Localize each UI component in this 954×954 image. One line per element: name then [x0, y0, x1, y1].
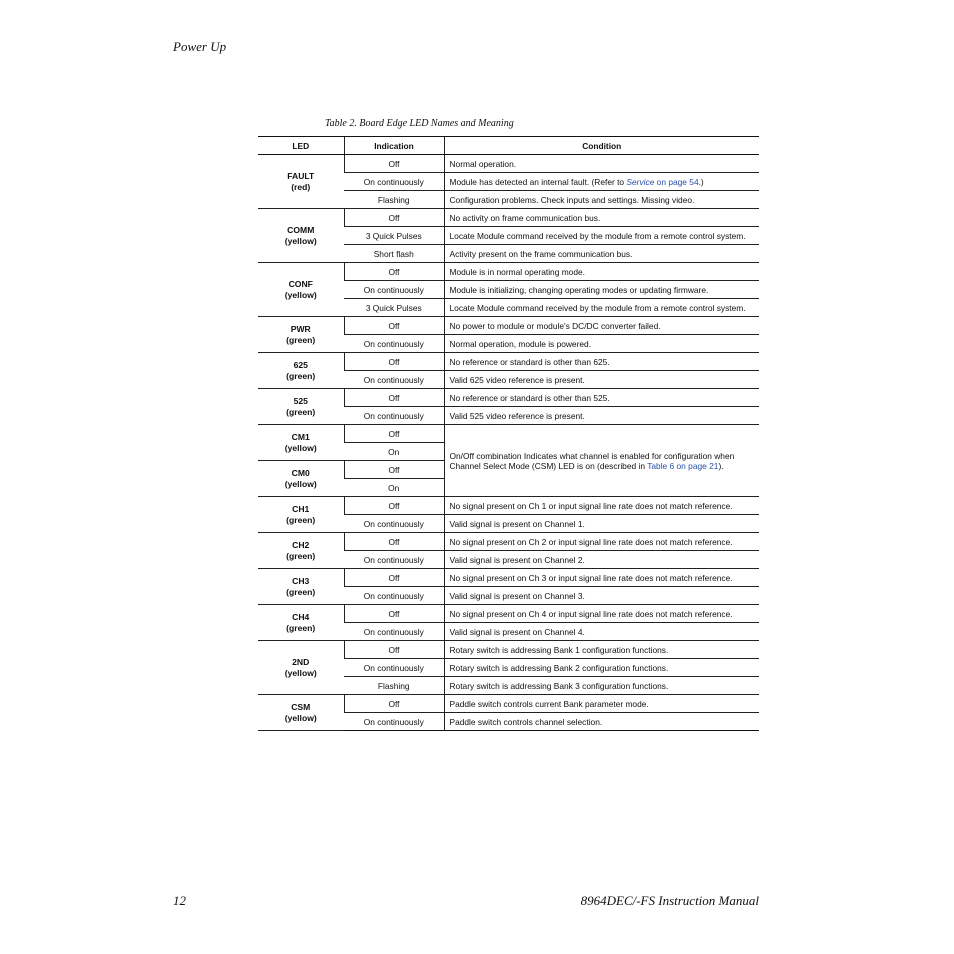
- led-name-cell: [258, 533, 344, 569]
- indication-cell: Off: [344, 461, 444, 479]
- condition-cell: Valid 525 video reference is present.: [444, 407, 759, 425]
- condition-cell: Locate Module command received by the module from a remote control system.: [444, 227, 759, 245]
- table-row: [258, 155, 759, 173]
- condition-cell: Valid 625 video reference is present.: [444, 371, 759, 389]
- condition-cell: Paddle switch controls channel selection.: [444, 713, 759, 731]
- led-name: 2ND: [292, 656, 310, 667]
- led-name-cell: [258, 605, 344, 641]
- condition-cell: Rotary switch is addressing Bank 1 configuration functions.: [444, 641, 759, 659]
- led-name: COMM: [287, 224, 315, 235]
- condition-cell: Configuration problems. Check inputs and settings. Missing video.: [444, 191, 759, 209]
- table-caption: Table 2. Board Edge LED Names and Meaning: [325, 118, 514, 129]
- condition-cell: Paddle switch controls current Bank parameter mode.: [444, 695, 759, 713]
- table-body: [258, 155, 759, 731]
- condition-cell: Normal operation.: [444, 155, 759, 173]
- indication-cell: On continuously: [344, 623, 444, 641]
- table-row: [258, 605, 759, 623]
- indication-cell: 3 Quick Pulses: [344, 299, 444, 317]
- led-color: (green): [286, 586, 316, 597]
- condition-cell: Rotary switch is addressing Bank 2 configuration functions.: [444, 659, 759, 677]
- table-row: [258, 569, 759, 587]
- led-name-cell: [258, 317, 344, 353]
- indication-cell: Off: [344, 641, 444, 659]
- led-name: CONF: [288, 278, 313, 289]
- header-led: LED: [258, 137, 344, 155]
- table-row: [258, 317, 759, 335]
- condition-cell: Valid signal is present on Channel 2.: [444, 551, 759, 569]
- indication-cell: On continuously: [344, 407, 444, 425]
- led-color: (yellow): [284, 478, 317, 489]
- led-name-cell: [258, 569, 344, 605]
- led-name-cell: [258, 461, 344, 497]
- condition-cell: Module is initializing, changing operating modes or updating firmware.: [444, 281, 759, 299]
- led-color: (green): [286, 622, 316, 633]
- page-header: Power Up: [173, 39, 227, 54]
- table-row: [258, 533, 759, 551]
- led-name: 525: [293, 395, 308, 406]
- led-name-cell: [258, 425, 344, 461]
- led-color: (yellow): [284, 667, 317, 678]
- condition-cell: No signal present on Ch 4 or input signal line rate does not match reference.: [444, 605, 759, 623]
- condition-text: .): [698, 176, 704, 187]
- condition-cell: Activity present on the frame communication bus.: [444, 245, 759, 263]
- cross-reference-link[interactable]: Table 6 on page 21: [647, 460, 719, 471]
- table-row: [258, 263, 759, 281]
- table-row: [258, 353, 759, 371]
- condition-cell: [444, 173, 759, 191]
- indication-cell: On continuously: [344, 515, 444, 533]
- led-name: PWR: [290, 323, 311, 334]
- condition-cell: Valid signal is present on Channel 1.: [444, 515, 759, 533]
- led-name-cell: [258, 389, 344, 425]
- indication-cell: Off: [344, 317, 444, 335]
- led-name: 625: [293, 359, 308, 370]
- condition-cell: No activity on frame communication bus.: [444, 209, 759, 227]
- header-indication: Indication: [344, 137, 444, 155]
- header-condition: Condition: [444, 137, 759, 155]
- condition-cell: Normal operation, module is powered.: [444, 335, 759, 353]
- led-name-cell: [258, 497, 344, 533]
- led-name-cell: [258, 695, 344, 731]
- indication-cell: Off: [344, 569, 444, 587]
- table-row: [258, 497, 759, 515]
- condition-text: ).: [718, 460, 724, 471]
- condition-cell: Locate Module command received by the module from a remote control system.: [444, 299, 759, 317]
- led-name-cell: [258, 155, 344, 209]
- led-name: CH2: [292, 539, 310, 550]
- indication-cell: On continuously: [344, 173, 444, 191]
- indication-cell: On continuously: [344, 371, 444, 389]
- led-name: CM1: [291, 431, 310, 442]
- led-color: (yellow): [284, 442, 317, 453]
- led-table: [258, 136, 759, 731]
- led-color: (yellow): [284, 235, 317, 246]
- indication-cell: Off: [344, 209, 444, 227]
- led-color: (green): [286, 550, 316, 561]
- led-name: CSM: [291, 701, 311, 712]
- cross-reference-link[interactable]: Service: [626, 176, 655, 187]
- indication-cell: Off: [344, 533, 444, 551]
- indication-cell: Flashing: [344, 677, 444, 695]
- condition-cell: Module is in normal operating mode.: [444, 263, 759, 281]
- led-name-cell: [258, 353, 344, 389]
- led-name: CH4: [292, 611, 310, 622]
- indication-cell: Off: [344, 263, 444, 281]
- led-color: (green): [286, 514, 316, 525]
- indication-cell: Flashing: [344, 191, 444, 209]
- led-name: FAULT: [287, 170, 315, 181]
- led-name: CH3: [292, 575, 310, 586]
- led-name: CM0: [291, 467, 310, 478]
- table-row: [258, 425, 759, 443]
- condition-cell: Rotary switch is addressing Bank 3 configuration functions.: [444, 677, 759, 695]
- indication-cell: Off: [344, 425, 444, 443]
- indication-cell: On continuously: [344, 551, 444, 569]
- condition-cell: Valid signal is present on Channel 3.: [444, 587, 759, 605]
- condition-cell: No reference or standard is other than 525.: [444, 389, 759, 407]
- led-name: CH1: [292, 503, 310, 514]
- indication-cell: Off: [344, 353, 444, 371]
- led-color: (red): [291, 181, 311, 192]
- led-color: (green): [286, 334, 316, 345]
- indication-cell: 3 Quick Pulses: [344, 227, 444, 245]
- led-name-cell: [258, 209, 344, 263]
- led-name-cell: [258, 641, 344, 695]
- table-row: [258, 389, 759, 407]
- condition-cell: Valid signal is present on Channel 4.: [444, 623, 759, 641]
- condition-cell: No signal present on Ch 3 or input signal line rate does not match reference.: [444, 569, 759, 587]
- condition-cell: No signal present on Ch 1 or input signal line rate does not match reference.: [444, 497, 759, 515]
- indication-cell: On: [344, 479, 444, 497]
- table-header-row: [258, 137, 759, 155]
- condition-cell: No power to module or module's DC/DC converter failed.: [444, 317, 759, 335]
- condition-cell-combined: [444, 425, 759, 497]
- indication-cell: Off: [344, 695, 444, 713]
- led-color: (yellow): [284, 712, 317, 723]
- indication-cell: Off: [344, 605, 444, 623]
- led-color: (green): [286, 406, 316, 417]
- condition-text: On/Off combination Indicates what channel is enabled for configuration when Channel Select Mode (CSM) LED is on (described in: [449, 450, 735, 471]
- table-row: [258, 209, 759, 227]
- cross-reference-link[interactable]: on page 54: [654, 176, 699, 187]
- condition-cell: No signal present on Ch 2 or input signal line rate does not match reference.: [444, 533, 759, 551]
- indication-cell: On continuously: [344, 335, 444, 353]
- condition-text: Module has detected an internal fault. (Refer to: [449, 176, 627, 187]
- led-color: (yellow): [284, 289, 317, 300]
- page-number: 12: [173, 893, 186, 908]
- condition-cell: No reference or standard is other than 625.: [444, 353, 759, 371]
- table-row: [258, 695, 759, 713]
- indication-cell: On continuously: [344, 587, 444, 605]
- table-row: [258, 641, 759, 659]
- led-color: (green): [286, 370, 316, 381]
- indication-cell: Short flash: [344, 245, 444, 263]
- led-name-cell: [258, 263, 344, 317]
- indication-cell: Off: [344, 497, 444, 515]
- indication-cell: Off: [344, 155, 444, 173]
- indication-cell: Off: [344, 389, 444, 407]
- indication-cell: On continuously: [344, 281, 444, 299]
- manual-title: 8964DEC/-FS Instruction Manual: [580, 893, 759, 908]
- indication-cell: On: [344, 443, 444, 461]
- indication-cell: On continuously: [344, 713, 444, 731]
- indication-cell: On continuously: [344, 659, 444, 677]
